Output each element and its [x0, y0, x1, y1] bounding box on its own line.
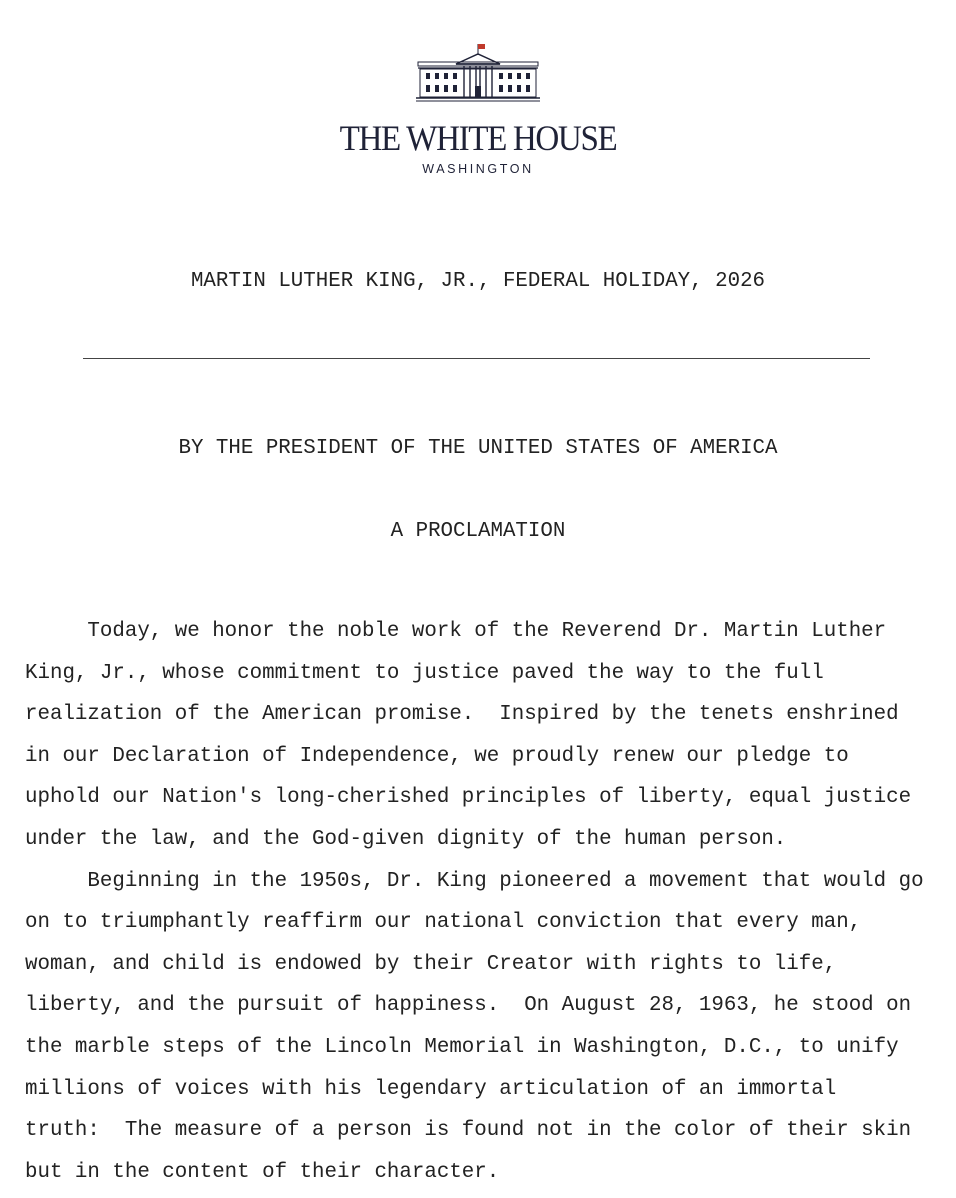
white-house-logo	[0, 42, 956, 176]
body-line: in our Declaration of Independence, we proudly renew our pledge to	[25, 744, 849, 768]
body-line: King, Jr., whose commitment to justice paved the way to the full	[25, 661, 824, 685]
body-line: truth: The measure of a person is found not in the color of their skin	[25, 1119, 912, 1143]
byline: BY THE PRESIDENT OF THE UNITED STATES OF AMERICA	[178, 437, 778, 460]
body-line: woman, and child is endowed by their Creator with rights to life,	[25, 952, 837, 976]
body-line: realization of the American promise. Inspired by the tenets enshrined	[25, 703, 899, 727]
proclamation-body	[25, 611, 945, 1193]
body-line: uphold our Nation's long-cherished principles of liberty, equal justice	[25, 786, 912, 810]
body-line: liberty, and the pursuit of happiness. On August 28, 1963, he stood on	[25, 994, 912, 1018]
white-house-building-icon	[416, 42, 540, 104]
document-title: MARTIN LUTHER KING, JR., FEDERAL HOLIDAY, 2026	[190, 270, 766, 293]
title-divider	[83, 358, 870, 359]
proclamation-heading: A PROCLAMATION	[390, 520, 566, 543]
body-line: Today, we honor the noble work of the Reverend Dr. Martin Luther	[25, 620, 887, 643]
body-line: under the law, and the God-given dignity of the human person.	[25, 827, 787, 851]
body-line: the marble steps of the Lincoln Memorial in Washington, D.C., to unify	[25, 1035, 899, 1059]
body-line: but in the content of their character.	[25, 1160, 500, 1184]
body-line: on to triumphantly reaffirm our national conviction that every man,	[25, 911, 862, 935]
body-line: millions of voices with his legendary articulation of an immortal	[25, 1077, 837, 1101]
logo-subtitle: WASHINGTON	[422, 162, 534, 176]
logo-title: THE WHITE HOUSE	[339, 118, 617, 158]
body-line: Beginning in the 1950s, Dr. King pioneered a movement that would go	[25, 869, 924, 893]
